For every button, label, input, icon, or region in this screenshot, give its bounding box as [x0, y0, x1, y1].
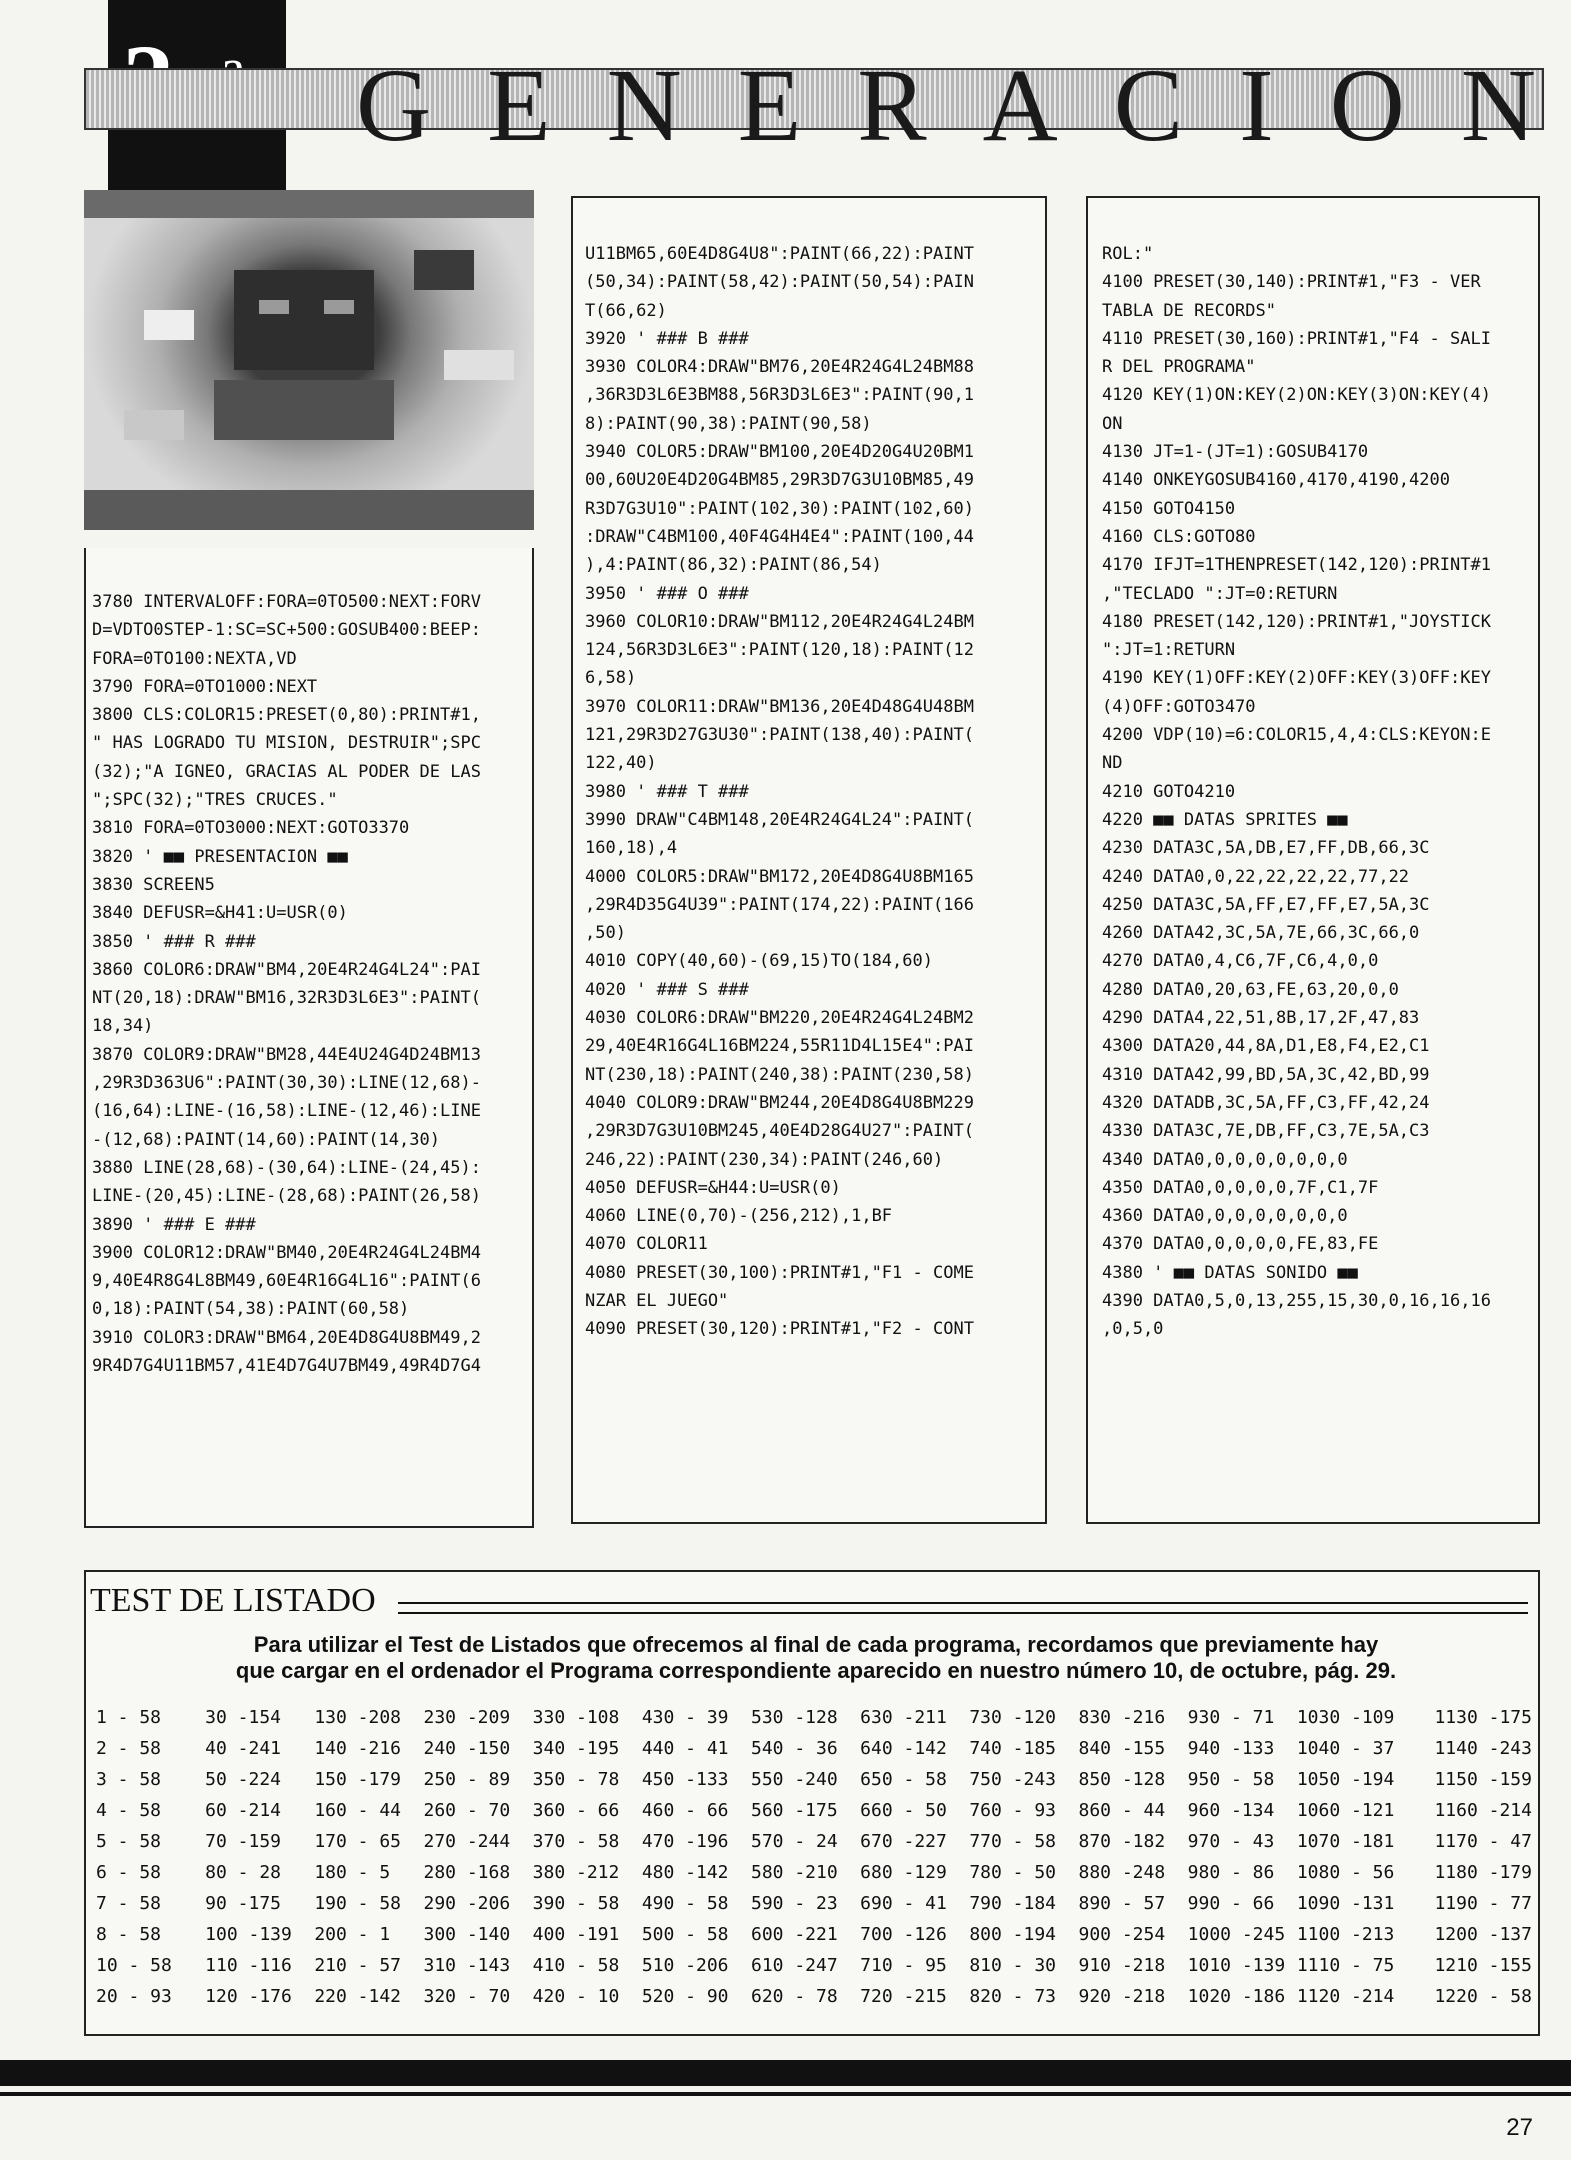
code-line: 4220 ■■ DATAS SPRITES ■■: [1102, 809, 1348, 830]
code-line: 00,60U20E4D20G4BM85,29R3D7G3U10BM85,49: [585, 470, 974, 491]
code-column-3: [1086, 196, 1540, 1524]
code-line: 122,40): [585, 753, 657, 774]
title-letter: R: [857, 48, 927, 163]
checksum-cell: 240 -150: [423, 1738, 511, 1759]
title-letter: O: [1329, 48, 1405, 163]
intro-line: que cargar en el ordenador el Programa correspondiente aparecido en nuestro número 10, de octubre, pág. 29.: [235, 1658, 1397, 1683]
code-line: ),4:PAINT(86,32):PAINT(86,54): [585, 555, 882, 576]
code-line: 4390 DATA0,5,0,13,255,15,30,0,16,16,16: [1102, 1290, 1491, 1311]
title-letter: I: [1239, 48, 1274, 163]
code-line: TABLA DE RECORDS": [1102, 300, 1276, 321]
code-line: 4040 COLOR9:DRAW"BM244,20E4D8G4U8BM229: [585, 1092, 974, 1113]
code-line: ,29R3D7G3U10BM245,40E4D28G4U27":PAINT(: [585, 1121, 974, 1142]
code-line: 4090 PRESET(30,120):PRINT#1,"F2 - CONT: [585, 1319, 974, 1340]
code-line: 3890 ' ### E ###: [92, 1214, 256, 1235]
code-line: 4130 JT=1-(JT=1):GOSUB4170: [1102, 442, 1369, 463]
checksum-cell: 970 - 43: [1187, 1831, 1275, 1852]
checksum-cell: 500 - 58: [641, 1924, 729, 1945]
code-line: 4260 DATA42,3C,5A,7E,66,3C,66,0: [1102, 923, 1420, 944]
checksum-cell: 230 -209: [423, 1707, 511, 1728]
checksum-cell: 810 - 30: [969, 1955, 1057, 1976]
code-line: 4280 DATA0,20,63,FE,63,20,0,0: [1102, 979, 1399, 1000]
code-line: (16,64):LINE-(16,58):LINE-(12,46):LINE: [92, 1101, 481, 1122]
code-line: 4350 DATA0,0,0,0,0,7F,C1,7F: [1102, 1177, 1379, 1198]
code-line: 4360 DATA0,0,0,0,0,0,0,0: [1102, 1206, 1348, 1227]
checksum-cell: 30 -154: [205, 1707, 282, 1728]
title-rule: [398, 1602, 1528, 1614]
checksum-cell: 630 -211: [860, 1707, 947, 1728]
checksum-cell: 110 -116: [205, 1955, 292, 1976]
code-line: 4290 DATA4,22,51,8B,17,2F,47,83: [1102, 1008, 1420, 1029]
code-line: 4320 DATADB,3C,5A,FF,C3,FF,42,24: [1102, 1092, 1430, 1113]
code-line: 3790 FORA=0TO1000:NEXT: [92, 676, 318, 697]
basic-listing: [92, 588, 481, 1380]
code-line: 160,18),4: [585, 838, 678, 859]
checksum-cell: 1050 -194: [1296, 1769, 1395, 1790]
checksum-cell: 330 -108: [532, 1707, 620, 1728]
checksum-cell: 1030 -109: [1296, 1707, 1395, 1728]
checksum-cell: 220 -142: [314, 1986, 402, 2007]
code-line: 3850 ' ### R ###: [92, 931, 256, 952]
basic-listing: [1102, 240, 1491, 1344]
checksum-cell: 260 - 70: [423, 1800, 511, 1821]
code-line: 3900 COLOR12:DRAW"BM40,20E4R24G4L24BM4: [92, 1242, 481, 1263]
checksum-cell: 820 - 73: [969, 1986, 1057, 2007]
code-line: 18,34): [92, 1016, 154, 1037]
checksum-cell: 200 - 1: [314, 1924, 391, 1945]
checksum-cell: 780 - 50: [969, 1862, 1057, 1883]
code-line: 4270 DATA0,4,C6,7F,C6,4,0,0: [1102, 951, 1379, 972]
title-letter: N: [606, 48, 682, 163]
code-line: R3D7G3U10":PAINT(102,30):PAINT(102,60): [585, 498, 974, 519]
code-line: ":JT=1:RETURN: [1102, 640, 1236, 661]
checksum-cell: 80 - 28: [205, 1862, 282, 1883]
code-line: 3870 COLOR9:DRAW"BM28,44E4U24G4D24BM13: [92, 1044, 481, 1065]
checksum-cell: 1090 -131: [1296, 1893, 1395, 1914]
checksum-cell: 440 - 41: [641, 1738, 729, 1759]
checksum-cell: 1170 - 47: [1434, 1831, 1532, 1852]
code-line: ND: [1102, 753, 1123, 774]
checksum-cell: 570 - 24: [750, 1831, 838, 1852]
title-letter: E: [737, 48, 802, 163]
checksum-cell: 530 -128: [750, 1707, 838, 1728]
checksum-cell: 870 -182: [1078, 1831, 1166, 1852]
code-line: 4180 PRESET(142,120):PRINT#1,"JOYSTICK: [1102, 611, 1491, 632]
code-line: 246,22):PAINT(230,34):PAINT(246,60): [585, 1149, 944, 1170]
code-line: 4010 COPY(40,60)-(69,15)TO(184,60): [585, 951, 933, 972]
code-line: 4100 PRESET(30,140):PRINT#1,"F3 - VER: [1102, 272, 1481, 293]
checksum-cell: 70 -159: [205, 1831, 282, 1852]
code-line: 4150 GOTO4150: [1102, 498, 1236, 519]
checksum-cell: 940 -133: [1187, 1738, 1275, 1759]
checksum-cell: 7 - 58: [96, 1893, 162, 1914]
checksum-cell: 740 -185: [969, 1738, 1057, 1759]
checksum-cell: 60 -214: [205, 1800, 282, 1821]
checksum-cell: 400 -191: [532, 1924, 620, 1945]
title-letter: C: [1113, 48, 1184, 163]
checksum-cell: 280 -168: [423, 1862, 511, 1883]
checksum-cell: 100 -139: [205, 1924, 292, 1945]
code-line: 4070 COLOR11: [585, 1234, 708, 1255]
checksum-cell: 720 -215: [860, 1986, 947, 2007]
code-line: NT(20,18):DRAW"BM16,32R3D3L6E3":PAINT(: [92, 988, 481, 1009]
checksum-cell: 340 -195: [532, 1738, 620, 1759]
code-line: 29,40E4R16G4L16BM224,55R11D4L15E4":PAI: [585, 1036, 974, 1057]
checksum-cell: 2 - 58: [96, 1738, 162, 1759]
code-line: 3810 FORA=0TO3000:NEXT:GOTO3370: [92, 818, 410, 839]
checksum-cell: 510 -206: [641, 1955, 729, 1976]
code-line: 4330 DATA3C,7E,DB,FF,C3,7E,5A,C3: [1102, 1121, 1430, 1142]
checksum-cell: 990 - 66: [1187, 1893, 1275, 1914]
title-letter: G: [356, 48, 432, 163]
checksum-cell: 130 -208: [314, 1707, 402, 1728]
code-line: 3800 CLS:COLOR15:PRESET(0,80):PRINT#1,: [92, 705, 481, 726]
basic-listing: [585, 240, 974, 1344]
code-line: NT(230,18):PAINT(240,38):PAINT(230,58): [585, 1064, 974, 1085]
checksum-cell: 300 -140: [423, 1924, 511, 1945]
checksum-cell: 980 - 86: [1187, 1862, 1275, 1883]
title-letter: A: [982, 48, 1058, 163]
code-line: ,36R3D3L6E3BM88,56R3D3L6E3":PAINT(90,1: [585, 385, 974, 406]
checksum-cell: 310 -143: [423, 1955, 511, 1976]
code-line: 4160 CLS:GOTO80: [1102, 526, 1256, 547]
checksum-cell: 1020 -186: [1187, 1986, 1286, 2007]
checksum-cell: 710 - 95: [860, 1955, 947, 1976]
code-line: ROL:": [1102, 244, 1154, 264]
checksum-table: [96, 1704, 1406, 2010]
code-line: FORA=0TO100:NEXTA,VD: [92, 648, 297, 669]
checksum-cell: 860 - 44: [1078, 1800, 1166, 1821]
code-line: 4020 ' ### S ###: [585, 979, 749, 1000]
checksum-cell: 90 -175: [205, 1893, 282, 1914]
code-line: 124,56R3D3L6E3":PAINT(120,18):PAINT(12: [585, 640, 974, 661]
checksum-cell: 4 - 58: [96, 1800, 162, 1821]
code-line: 4310 DATA42,99,BD,5A,3C,42,BD,99: [1102, 1064, 1430, 1085]
game-screenshot-photo: [84, 190, 534, 530]
checksum-cell: 1140 -243: [1434, 1738, 1532, 1759]
checksum-cell: 150 -179: [314, 1769, 402, 1790]
checksum-cell: 6 - 58: [96, 1862, 162, 1883]
code-line: 4380 ' ■■ DATAS SONIDO ■■: [1102, 1262, 1358, 1283]
code-line: 3930 COLOR4:DRAW"BM76,20E4R24G4L24BM88: [585, 357, 974, 378]
code-line: 0,18):PAINT(54,38):PAINT(60,58): [92, 1299, 410, 1320]
code-line: 3980 ' ### T ###: [585, 781, 749, 802]
checksum-cell: 880 -248: [1078, 1862, 1166, 1883]
checksum-cell: 600 -221: [750, 1924, 838, 1945]
checksum-cell: 550 -240: [750, 1769, 838, 1790]
code-line: 4080 PRESET(30,100):PRINT#1,"F1 - COME: [585, 1262, 974, 1283]
code-line: ,29R3D363U6":PAINT(30,30):LINE(12,68)-: [92, 1073, 481, 1094]
checksum-cell: 370 - 58: [532, 1831, 620, 1852]
checksum-cell: 1060 -121: [1296, 1800, 1395, 1821]
checksum-cell: 610 -247: [750, 1955, 838, 1976]
footer-rule-thin: [0, 2092, 1571, 2096]
code-line: " HAS LOGRADO TU MISION, DESTRUIR";SPC: [92, 733, 481, 754]
code-line: ";SPC(32);"TRES CRUCES.": [92, 790, 338, 811]
checksum-cell: 210 - 57: [314, 1955, 402, 1976]
checksum-cell: 160 - 44: [314, 1800, 402, 1821]
code-line: 4210 GOTO4210: [1102, 781, 1236, 802]
code-line: T(66,62): [585, 300, 667, 321]
checksum-cell: 410 - 58: [532, 1955, 620, 1976]
checksum-cell: 380 -212: [532, 1862, 620, 1883]
code-line: 4000 COLOR5:DRAW"BM172,20E4D8G4U8BM165: [585, 866, 974, 887]
checksum-cell: 650 - 58: [860, 1769, 947, 1790]
checksum-cell: 560 -175: [750, 1800, 838, 1821]
checksum-cell: 830 -216: [1078, 1707, 1166, 1728]
checksum-cell: 460 - 66: [641, 1800, 729, 1821]
code-line: 4230 DATA3C,5A,DB,E7,FF,DB,66,3C: [1102, 838, 1430, 859]
checksum-cell: 3 - 58: [96, 1769, 162, 1790]
checksum-cell: 840 -155: [1078, 1738, 1166, 1759]
checksum-cell: 250 - 89: [423, 1769, 511, 1790]
code-line: -(12,68):PAINT(14,60):PAINT(14,30): [92, 1129, 440, 1150]
checksum-cell: 1010 -139: [1187, 1955, 1286, 1976]
test-de-listado-box: [84, 1570, 1540, 2036]
code-line: 8):PAINT(90,38):PAINT(90,58): [585, 413, 872, 434]
checksum-cell: 950 - 58: [1187, 1769, 1275, 1790]
code-line: D=VDTO0STEP-1:SC=SC+500:GOSUB400:BEEP:: [92, 620, 481, 641]
code-line: 4370 DATA0,0,0,0,0,FE,83,FE: [1102, 1234, 1379, 1255]
code-line: :DRAW"C4BM100,40F4G4H4E4":PAINT(100,44: [585, 526, 974, 547]
checksum-cell: 480 -142: [641, 1862, 729, 1883]
checksum-cell: 5 - 58: [96, 1831, 162, 1852]
code-line: 4140 ONKEYGOSUB4160,4170,4190,4200: [1102, 470, 1450, 491]
checksum-cell: 290 -206: [423, 1893, 511, 1914]
checksum-cell: 390 - 58: [532, 1893, 620, 1914]
code-line: 4200 VDP(10)=6:COLOR15,4,4:CLS:KEYON:E: [1102, 725, 1491, 746]
checksum-cell: 1080 - 56: [1296, 1862, 1395, 1883]
code-line: ,50): [585, 923, 626, 944]
checksum-cell: 190 - 58: [314, 1893, 402, 1914]
checksum-cell: 1210 -155: [1434, 1955, 1532, 1976]
checksum-cell: 40 -241: [205, 1738, 282, 1759]
code-line: 4190 KEY(1)OFF:KEY(2)OFF:KEY(3)OFF:KEY: [1102, 668, 1491, 689]
checksum-cell: 350 - 78: [532, 1769, 620, 1790]
title-letter: E: [487, 48, 551, 163]
checksum-cell: 1150 -159: [1434, 1769, 1532, 1790]
checksum-cell: 8 - 58: [96, 1924, 162, 1945]
checksum-cell: 1200 -137: [1434, 1924, 1532, 1945]
checksum-cell: 10 - 58: [96, 1955, 172, 1976]
generation-title: [356, 48, 1536, 163]
checksum-cell: 700 -126: [860, 1924, 947, 1945]
code-line: 4170 IFJT=1THENPRESET(142,120):PRINT#1: [1102, 555, 1491, 576]
checksum-cell: 450 -133: [641, 1769, 729, 1790]
checksum-cell: 1120 -214: [1296, 1986, 1395, 2007]
code-line: 3880 LINE(28,68)-(30,64):LINE-(24,45):: [92, 1157, 481, 1178]
checksum-cell: 900 -254: [1078, 1924, 1166, 1945]
code-line: 4240 DATA0,0,22,22,22,22,77,22: [1102, 866, 1410, 887]
code-line: 3840 DEFUSR=&H41:U=USR(0): [92, 903, 348, 924]
checksum-cell: 1040 - 37: [1296, 1738, 1395, 1759]
checksum-cell: 1180 -179: [1434, 1862, 1532, 1883]
checksum-cell: 120 -176: [205, 1986, 292, 2007]
checksum-cell: 670 -227: [860, 1831, 947, 1852]
checksum-cell: 1160 -214: [1434, 1800, 1532, 1821]
code-line: 3780 INTERVALOFF:FORA=0TO500:NEXT:FORV: [92, 592, 481, 612]
checksum-cell: 420 - 10: [532, 1986, 620, 2007]
code-column-1: [84, 548, 534, 1528]
checksum-cell: 790 -184: [969, 1893, 1057, 1914]
checksum-cell: 320 - 70: [423, 1986, 511, 2007]
code-line: 4250 DATA3C,5A,FF,E7,FF,E7,5A,3C: [1102, 894, 1430, 915]
code-line: 3970 COLOR11:DRAW"BM136,20E4D48G4U48BM: [585, 696, 974, 717]
code-line: ,29R4D35G4U39":PAINT(174,22):PAINT(166: [585, 894, 974, 915]
code-line: 3820 ' ■■ PRESENTACION ■■: [92, 846, 348, 867]
code-line: 3990 DRAW"C4BM148,20E4R24G4L24":PAINT(: [585, 809, 974, 830]
checksum-cell: 1110 - 75: [1296, 1955, 1395, 1976]
page-number: 27: [1506, 2114, 1533, 2141]
checksum-cell: 660 - 50: [860, 1800, 947, 1821]
checksum-cell: 520 - 90: [641, 1986, 729, 2007]
code-line: ON: [1102, 413, 1123, 434]
checksum-cell: 960 -134: [1187, 1800, 1275, 1821]
code-line: 4060 LINE(0,70)-(256,212),1,BF: [585, 1206, 893, 1227]
code-line: ,0,5,0: [1102, 1319, 1164, 1340]
checksum-cell: 690 - 41: [860, 1893, 947, 1914]
code-line: 9,40E4R8G4L8BM49,60E4R16G4L16":PAINT(6: [92, 1271, 481, 1292]
code-line: U11BM65,60E4D8G4U8":PAINT(66,22):PAINT: [585, 244, 974, 264]
checksum-cell: 50 -224: [205, 1769, 282, 1790]
checksum-cell: 590 - 23: [750, 1893, 838, 1914]
checksum-cell: 910 -218: [1078, 1955, 1166, 1976]
code-line: LINE-(20,45):LINE-(28,68):PAINT(26,58): [92, 1186, 481, 1207]
checksum-cell: 800 -194: [969, 1924, 1057, 1945]
code-line: R DEL PROGRAMA": [1102, 357, 1256, 378]
code-line: 3910 COLOR3:DRAW"BM64,20E4D8G4U8BM49,2: [92, 1327, 481, 1348]
code-line: 4300 DATA20,44,8A,D1,E8,F4,E2,C1: [1102, 1036, 1430, 1057]
checksum-cell: 1000 -245: [1187, 1924, 1286, 1945]
checksum-cell: 20 - 93: [96, 1986, 172, 2007]
code-line: 3920 ' ### B ###: [585, 328, 749, 349]
checksum-cell: 1 - 58: [96, 1707, 162, 1728]
code-line: 4340 DATA0,0,0,0,0,0,0,0: [1102, 1149, 1348, 1170]
checksum-cell: 850 -128: [1078, 1769, 1166, 1790]
code-line: 3830 SCREEN5: [92, 874, 215, 895]
code-line: ,"TECLADO ":JT=0:RETURN: [1102, 583, 1338, 604]
checksum-cell: 770 - 58: [969, 1831, 1057, 1852]
checksum-cell: 430 - 39: [641, 1707, 729, 1728]
checksum-cell: 1190 - 77: [1434, 1893, 1532, 1914]
checksum-cell: 1070 -181: [1296, 1831, 1395, 1852]
checksum-cell: 1100 -213: [1296, 1924, 1395, 1945]
checksum-cell: 760 - 93: [969, 1800, 1057, 1821]
code-line: 9R4D7G4U11BM57,41E4D7G4U7BM49,49R4D7G4: [92, 1356, 481, 1377]
checksum-cell: 890 - 57: [1078, 1893, 1166, 1914]
code-column-2: [571, 196, 1047, 1524]
checksum-cell: 360 - 66: [532, 1800, 620, 1821]
code-line: 6,58): [585, 668, 637, 689]
checksum-cell: 930 - 71: [1187, 1707, 1275, 1728]
checksum-cell: 730 -120: [969, 1707, 1057, 1728]
code-line: 121,29R3D27G3U30":PAINT(138,40):PAINT(: [585, 725, 974, 746]
code-line: 4120 KEY(1)ON:KEY(2)ON:KEY(3)ON:KEY(4): [1102, 385, 1491, 406]
checksum-cell: 470 -196: [641, 1831, 729, 1852]
code-line: (50,34):PAINT(58,42):PAINT(50,54):PAIN: [585, 272, 974, 293]
checksum-cell: 180 - 5: [314, 1862, 391, 1883]
checksum-cell: 680 -129: [860, 1862, 947, 1883]
checksum-cell: 270 -244: [423, 1831, 511, 1852]
checksum-cell: 580 -210: [750, 1862, 838, 1883]
checksum-cell: 920 -218: [1078, 1986, 1166, 2007]
checksum-cell: 1220 - 58: [1434, 1986, 1532, 2007]
code-line: (32);"A IGNEO, GRACIAS AL PODER DE LAS: [92, 761, 481, 782]
checksum-cell: 640 -142: [860, 1738, 947, 1759]
checksum-cell: 750 -243: [969, 1769, 1057, 1790]
title-letter: N: [1460, 48, 1536, 163]
code-line: 3950 ' ### O ###: [585, 583, 749, 604]
checksum-cell: 140 -216: [314, 1738, 402, 1759]
code-line: 3940 COLOR5:DRAW"BM100,20E4D20G4U20BM1: [585, 442, 974, 463]
code-line: 4030 COLOR6:DRAW"BM220,20E4R24G4L24BM2: [585, 1008, 974, 1029]
checksum-cell: 490 - 58: [641, 1893, 729, 1914]
code-line: 4110 PRESET(30,160):PRINT#1,"F4 - SALI: [1102, 328, 1491, 349]
test-title: TEST DE LISTADO: [90, 1582, 376, 1619]
code-line: 3960 COLOR10:DRAW"BM112,20E4R24G4L24BM: [585, 611, 974, 632]
code-line: 3860 COLOR6:DRAW"BM4,20E4R24G4L24":PAI: [92, 959, 481, 980]
test-intro: [106, 1632, 1526, 1684]
intro-line: Para utilizar el Test de Listados que ofrecemos al final de cada programa, recordamos que previamente hay: [253, 1632, 1379, 1657]
checksum-cell: 170 - 65: [314, 1831, 402, 1852]
checksum-cell: 540 - 36: [750, 1738, 838, 1759]
checksum-extra-column: [1434, 1704, 1532, 2014]
checksum-cell: 1130 -175: [1434, 1707, 1532, 1728]
code-line: (4)OFF:GOTO3470: [1102, 696, 1256, 717]
code-line: NZAR EL JUEGO": [585, 1290, 729, 1311]
checksum-cell: 620 - 78: [750, 1986, 838, 2007]
code-line: 4050 DEFUSR=&H44:U=USR(0): [585, 1177, 841, 1198]
footer-rule: [0, 2060, 1571, 2086]
